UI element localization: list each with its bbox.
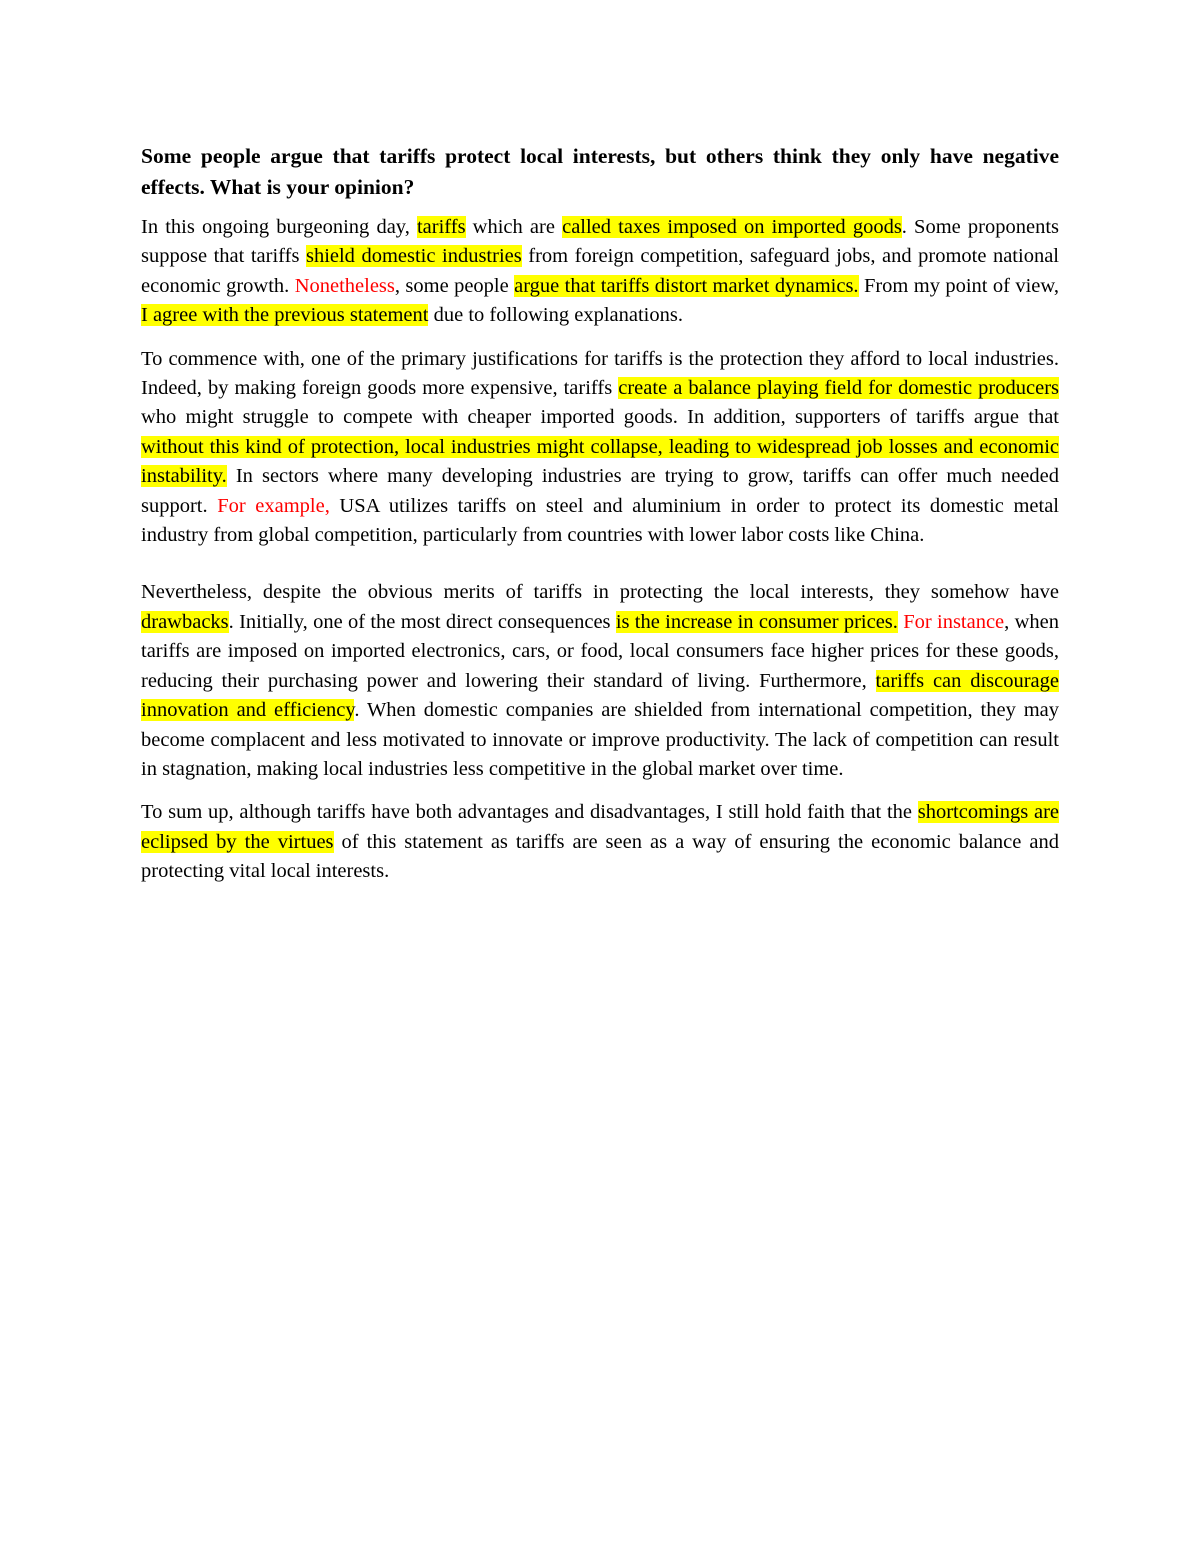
highlighted-text: tariffs can discourage innovation and efficiency [141,669,1059,722]
text-run: In sectors where many developing industries are trying to grow, tariffs can offer much needed support. [141,465,1059,517]
paragraph-disadvantages [141,578,1059,784]
text-run: due to following explanations. [428,304,683,327]
highlighted-text: without this kind of protection, local industries might collapse, leading to widespread job losses and economic instability. [141,435,1059,488]
text-run: . Some proponents suppose that tariffs [141,216,1059,268]
text-run: . When domestic companies are shielded from international competition, they may become complacent and less motivated to innovate or improve productivity. The lack of competition can result in stagnation, making local industries less competitive in the global market over time. [141,699,1060,780]
highlighted-text: create a balance playing field for domestic producers [618,377,1059,400]
highlighted-text: is the increase in consumer prices. [615,610,898,633]
text-run: , when tariffs are imposed on imported electronics, cars, or food, local consumers face higher prices for these goods, reducing their purchasing power and lowering their standard of living. Furthermore, [141,610,1059,692]
emphasized-connector: For example, [217,494,330,517]
highlighted-text: shield domestic industries [305,245,522,268]
paragraph-conclusion [141,798,1059,886]
text-run: Nevertheless, despite the obvious merits of tariffs in protecting the local interests, they somehow have [141,581,1059,604]
text-run: who might struggle to compete with cheaper imported goods. In addition, supporters of tariffs argue that [141,406,1059,429]
text-run: which are [465,216,563,238]
text-run: . Initially, one of the most direct consequences [228,610,616,633]
text-run: from foreign competition, safeguard jobs, and promote national economic growth. [141,245,1059,297]
highlighted-text: shortcomings are eclipsed by the virtues [141,801,1059,853]
text-run: From my point of view, [858,274,1059,297]
paragraph-advantages [141,345,1059,551]
text-run: In this ongoing burgeoning day, [141,216,417,238]
highlighted-text: argue that tariffs distort market dynamics. [514,274,859,297]
text-run: , some people [394,274,515,297]
highlighted-text: called taxes imposed on imported goods [562,216,902,238]
text-run: To commence with, one of the primary justifications for tariffs is the protection they afford to local industries. Indeed, by making foreign goods more expensive, tariffs [141,347,1059,400]
emphasized-connector: For instance [903,610,1005,633]
highlighted-text: drawbacks [141,610,229,633]
essay-title: Some people argue that tariffs protect local interests, but others think they only have negative effects. What is your opinion? [141,144,1059,199]
text-run: To sum up, although tariffs have both advantages and disadvantages, I still hold faith that the [141,801,918,824]
emphasized-connector: Nonetheless [294,274,395,297]
text-run: USA utilizes tariffs on steel and aluminium in order to protect its domestic metal industry from global competition, particularly from countries with lower labor costs like China. [141,494,1059,547]
highlighted-text: I agree with the previous statement [141,304,429,327]
text-run: of this statement as tariffs are seen as a way of ensuring the economic balance and protecting vital local interests. [141,830,1059,883]
highlighted-text: tariffs [416,216,466,238]
paragraph-introduction [141,213,1059,331]
document-body [141,141,1059,901]
